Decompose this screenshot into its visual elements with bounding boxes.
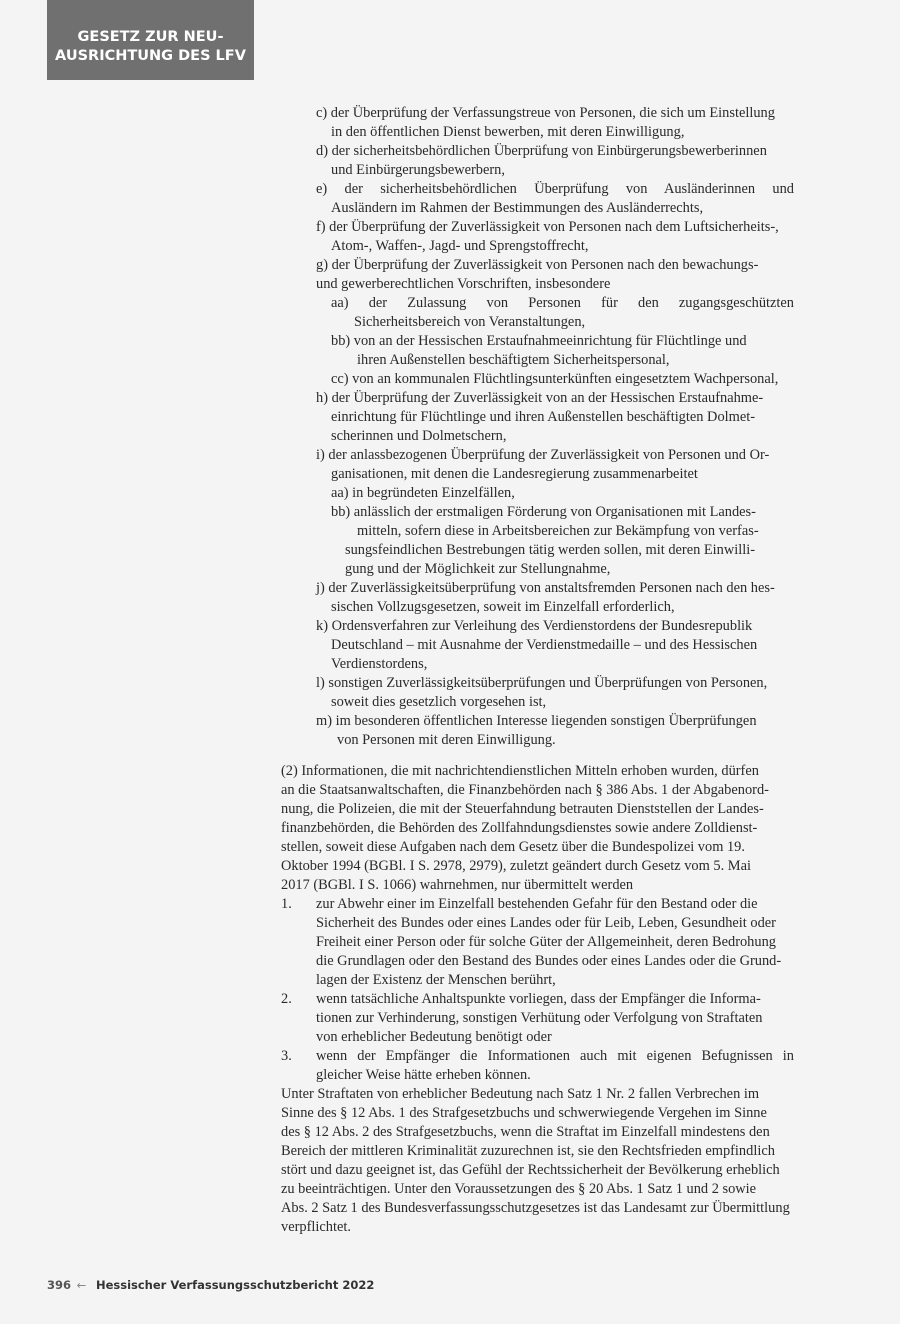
text-line: stellen, soweit diese Aufgaben nach dem Gesetz über die Bundespolizei vom 19.	[281, 839, 745, 855]
section-tab-line2: AUSRICHTUNG DES LFV	[55, 48, 246, 64]
list-number: 1.	[281, 896, 292, 912]
text-line: j) der Zuverlässigkeitsüberprüfung von anstaltsfremden Personen nach den hes-	[316, 580, 775, 596]
text-line: Unter Straftaten von erheblicher Bedeutung nach Satz 1 Nr. 2 fallen Verbrechen im	[281, 1086, 760, 1102]
text-line: k) Ordensverfahren zur Verleihung des Verdienstordens der Bundesrepublik	[316, 618, 753, 634]
text-line: e) der sicherheitsbehördlichen Überprüfung von Ausländerinnen und	[316, 181, 794, 197]
text-line: bb) von an der Hessischen Erstaufnahmeeinrichtung für Flüchtlinge und	[331, 333, 747, 349]
text-line: Sicherheit des Bundes oder eines Landes oder für Leib, Leben, Gesundheit oder	[316, 915, 776, 931]
text-line: finanzbehörden, die Behörden des Zollfahndungsdienstes sowie andere Zolldienst-	[281, 820, 758, 836]
text-line: Verdienstordens,	[331, 656, 428, 672]
text-line: bb) anlässlich der erstmaligen Förderung von Organisationen mit Landes-	[331, 504, 756, 520]
text-line: soweit dies gesetzlich vorgesehen ist,	[331, 694, 547, 710]
text-line: von Personen mit deren Einwilligung.	[337, 732, 556, 748]
text-line: tionen zur Verhinderung, sonstigen Verhütung oder Verfolgung von Straftaten	[316, 1010, 763, 1026]
text-line: Sicherheitsbereich von Veranstaltungen,	[354, 314, 586, 330]
text-line: sischen Vollzugsgesetzen, soweit im Einzelfall erforderlich,	[331, 599, 675, 615]
page-number: 396	[47, 1278, 72, 1292]
text-line: von erheblicher Bedeutung benötigt oder	[316, 1029, 552, 1045]
text-line: verpflichtet.	[281, 1219, 351, 1235]
text-line: c) der Überprüfung der Verfassungstreue von Personen, die sich um Einstellung	[316, 105, 775, 121]
text-line: 2017 (BGBl. I S. 1066) wahrnehmen, nur übermittelt werden	[281, 877, 634, 893]
text-line: stört und dazu geeignet ist, das Gefühl der Rechtssicherheit der Bevölkerung erheblich	[281, 1162, 780, 1178]
text-line: nung, die Polizeien, die mit der Steuerfahndung betrauten Dienststellen der Landes-	[281, 801, 764, 817]
text-line: an die Staatsanwaltschaften, die Finanzbehörden nach § 386 Abs. 1 der Abgabenord-	[281, 782, 769, 798]
text-line: g) der Überprüfung der Zuverlässigkeit von Personen nach den bewachungs-	[316, 257, 759, 273]
text-line: wenn der Empfänger die Informationen auch mit eigenen Befugnissen in	[316, 1048, 794, 1064]
text-line: des § 12 Abs. 2 des Strafgesetzbuchs, wenn die Straftat im Einzelfall mindestens den	[281, 1124, 770, 1140]
text-line: d) der sicherheitsbehördlichen Überprüfung von Einbürgerungsbewerberinnen	[316, 143, 767, 159]
text-line: zur Abwehr einer im Einzelfall bestehenden Gefahr für den Bestand oder die	[316, 896, 758, 912]
list-number: 3.	[281, 1048, 292, 1064]
text-line: Oktober 1994 (BGBl. I S. 2978, 2979), zuletzt geändert durch Gesetz vom 5. Mai	[281, 858, 751, 874]
text-line: einrichtung für Flüchtlinge und ihren Außenstellen beschäftigten Dolmet-	[331, 409, 756, 425]
text-line: Abs. 2 Satz 1 des Bundesverfassungsschutzgesetzes ist das Landesamt zur Übermittlung	[281, 1200, 790, 1216]
text-line: zu beeinträchtigen. Unter den Voraussetzungen des § 20 Abs. 1 Satz 1 und 2 sowie	[281, 1181, 757, 1197]
text-line: aa) der Zulassung von Personen für den zugangsgeschützten	[331, 295, 794, 311]
text-line: lagen der Existenz der Menschen berührt,	[316, 972, 556, 988]
text-line: wenn tatsächliche Anhaltspunkte vorliegen, dass der Empfänger die Informa-	[316, 991, 761, 1007]
text-line: in den öffentlichen Dienst bewerben, mit deren Einwilligung,	[331, 124, 685, 140]
text-line: sungsfeindlichen Bestrebungen tätig werden sollen, mit deren Einwilli-	[345, 542, 756, 558]
text-line: gung und der Möglichkeit zur Stellungnahme,	[345, 561, 611, 577]
text-line: die Grundlagen oder den Bestand des Bundes oder eines Landes oder die Grund-	[316, 953, 782, 969]
text-line: Bereich der mittleren Kriminalität zuzurechnen ist, sie den Rechtsfrieden empfindlich	[281, 1143, 775, 1159]
text-line: i) der anlassbezogenen Überprüfung der Zuverlässigkeit von Personen und Or-	[316, 447, 770, 463]
page-footer	[47, 1278, 374, 1292]
section-tab-line1: GESETZ ZUR NEU-	[77, 29, 224, 45]
text-line: Atom-, Waffen-, Jagd- und Sprengstoffrecht,	[331, 238, 589, 254]
text-line: scherinnen und Dolmetschern,	[331, 428, 507, 444]
text-line: f) der Überprüfung der Zuverlässigkeit von Personen nach dem Luftsicherheits-,	[316, 219, 779, 235]
text-line: gleicher Weise hätte erheben können.	[316, 1067, 531, 1083]
text-line: ihren Außenstellen beschäftigtem Sicherheitspersonal,	[357, 352, 670, 368]
text-line: l) sonstigen Zuverlässigkeitsüberprüfungen und Überprüfungen von Personen,	[316, 675, 768, 691]
text-line: Sinne des § 12 Abs. 1 des Strafgesetzbuchs und schwerwiegende Vergehen im Sinne	[281, 1105, 767, 1121]
text-line: und gewerberechtlichen Vorschriften, insbesondere	[316, 276, 611, 292]
text-line: aa) in begründeten Einzelfällen,	[331, 485, 515, 501]
text-line: Deutschland – mit Ausnahme der Verdienstmedaille – und des Hessischen	[331, 637, 758, 653]
publication-title: Hessischer Verfassungsschutzbericht 2022	[95, 1278, 375, 1292]
text-line: h) der Überprüfung der Zuverlässigkeit von an der Hessischen Erstaufnahme-	[316, 390, 764, 406]
text-line: mitteln, sofern diese in Arbeitsbereichen zur Bekämpfung von verfas-	[357, 523, 759, 539]
text-line: cc) von an kommunalen Flüchtlingsunterkünften eingesetztem Wachpersonal,	[331, 371, 779, 387]
section-tab	[47, 0, 254, 80]
text-line: (2) Informationen, die mit nachrichtendienstlichen Mitteln erhoben wurden, dürfen	[281, 763, 759, 779]
text-line: und Einbürgerungsbewerbern,	[331, 162, 505, 178]
text-line: Freiheit einer Person oder für solche Güter der Allgemeinheit, deren Bedrohung	[316, 934, 776, 950]
text-line: Ausländern im Rahmen der Bestimmungen des Ausländerrechts,	[331, 200, 704, 216]
arrow-left-icon[interactable]: ←	[76, 1278, 87, 1292]
text-line: m) im besonderen öffentlichen Interesse liegenden sonstigen Überprüfungen	[316, 713, 757, 729]
text-line: ganisationen, mit denen die Landesregierung zusammenarbeitet	[331, 466, 698, 482]
list-number: 2.	[281, 991, 292, 1007]
